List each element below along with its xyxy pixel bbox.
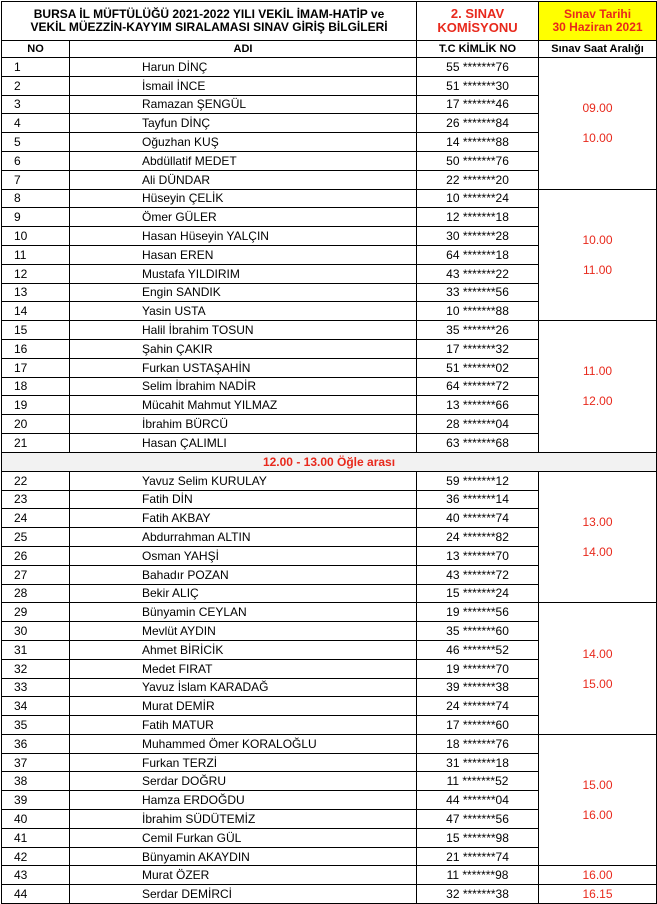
tc-kimlik-no: 26 *******84 [417, 114, 539, 133]
date-line-1: Sınav Tarihi [563, 7, 632, 21]
exam-time-slot [539, 58, 657, 190]
candidate-name: Bünyamin CEYLAN [70, 603, 417, 622]
row-number: 22 [2, 471, 70, 490]
table-row [2, 885, 657, 904]
candidate-name: Hüseyin ÇELİK [70, 189, 417, 208]
row-number: 17 [2, 358, 70, 377]
tc-kimlik-no: 22 *******20 [417, 170, 539, 189]
row-number: 4 [2, 114, 70, 133]
candidate-name: Furkan USTAŞAHİN [70, 358, 417, 377]
komisyon-label [417, 2, 539, 41]
tc-kimlik-no: 14 *******88 [417, 133, 539, 152]
tc-kimlik-no: 24 *******82 [417, 528, 539, 547]
candidate-name: Abdurrahman ALTIN [70, 528, 417, 547]
candidate-name: Fatih DİN [70, 490, 417, 509]
table-row [2, 866, 657, 885]
table-row [2, 189, 657, 208]
document-title [2, 2, 417, 41]
candidate-name: İbrahim BÜRCÜ [70, 415, 417, 434]
slot-end-time: 11.00 [582, 262, 613, 277]
title-line-1: BURSA İL MÜFTÜLÜĞÜ 2021-2022 YILI VEKİL İMAM-HATİP ve [33, 7, 385, 21]
column-header-no: NO [2, 41, 70, 58]
candidate-name: İsmail İNCE [70, 76, 417, 95]
exam-time-single: 16.15 [539, 885, 657, 904]
tc-kimlik-no: 35 *******60 [417, 622, 539, 641]
exam-time-slot [539, 603, 657, 735]
slot-end-time: 12.00 [582, 394, 613, 409]
tc-kimlik-no: 17 *******60 [417, 716, 539, 735]
row-number: 20 [2, 415, 70, 434]
slot-end-time: 15.00 [582, 676, 613, 691]
row-number: 10 [2, 227, 70, 246]
row-number: 26 [2, 546, 70, 565]
tc-kimlik-no: 21 *******74 [417, 847, 539, 866]
row-number: 19 [2, 396, 70, 415]
candidate-name: Ali DÜNDAR [70, 170, 417, 189]
tc-kimlik-no: 11 *******52 [417, 772, 539, 791]
tc-kimlik-no: 30 *******28 [417, 227, 539, 246]
row-number: 41 [2, 828, 70, 847]
tc-kimlik-no: 39 *******38 [417, 678, 539, 697]
row-number: 16 [2, 339, 70, 358]
candidate-name: Harun DİNÇ [70, 58, 417, 77]
row-number: 11 [2, 245, 70, 264]
tc-kimlik-no: 11 *******98 [417, 866, 539, 885]
row-number: 27 [2, 565, 70, 584]
row-number: 37 [2, 753, 70, 772]
candidate-name: Oğuzhan KUŞ [70, 133, 417, 152]
tc-kimlik-no: 19 *******70 [417, 659, 539, 678]
row-number: 34 [2, 697, 70, 716]
tc-kimlik-no: 17 *******46 [417, 95, 539, 114]
row-number: 2 [2, 76, 70, 95]
candidate-name: Selim İbrahim NADİR [70, 377, 417, 396]
candidate-name: Osman YAHŞİ [70, 546, 417, 565]
candidate-name: Murat DEMİR [70, 697, 417, 716]
row-number: 13 [2, 283, 70, 302]
candidate-name: Medet FIRAT [70, 659, 417, 678]
exam-schedule-table [1, 1, 657, 904]
row-number: 24 [2, 509, 70, 528]
komisyon-line-1: 2. SINAV [450, 6, 505, 21]
column-header-name: ADI [70, 41, 417, 58]
tc-kimlik-no: 35 *******26 [417, 321, 539, 340]
candidate-name: Murat ÖZER [70, 866, 417, 885]
candidate-name: Ömer GÜLER [70, 208, 417, 227]
row-number: 39 [2, 791, 70, 810]
candidate-name: Halil İbrahim TOSUN [70, 321, 417, 340]
slot-end-time: 16.00 [582, 808, 613, 823]
candidate-name: Mücahit Mahmut YILMAZ [70, 396, 417, 415]
candidate-name: Şahin ÇAKIR [70, 339, 417, 358]
row-number: 3 [2, 95, 70, 114]
candidate-name: Tayfun DİNÇ [70, 114, 417, 133]
tc-kimlik-no: 13 *******66 [417, 396, 539, 415]
column-header-time: Sınav Saat Aralığı [539, 41, 657, 58]
candidate-name: Ramazan ŞENGÜL [70, 95, 417, 114]
row-number: 29 [2, 603, 70, 622]
row-number: 35 [2, 716, 70, 735]
tc-kimlik-no: 47 *******56 [417, 810, 539, 829]
row-number: 32 [2, 659, 70, 678]
row-number: 30 [2, 622, 70, 641]
exam-time-single: 16.00 [539, 866, 657, 885]
tc-kimlik-no: 40 *******74 [417, 509, 539, 528]
tc-kimlik-no: 15 *******98 [417, 828, 539, 847]
tc-kimlik-no: 10 *******24 [417, 189, 539, 208]
table-row [2, 603, 657, 622]
candidate-name: Hasan ÇALIMLI [70, 433, 417, 452]
candidate-name: Yavuz İslam KARADAĞ [70, 678, 417, 697]
row-number: 31 [2, 640, 70, 659]
tc-kimlik-no: 51 *******30 [417, 76, 539, 95]
candidate-name: Bahadır POZAN [70, 565, 417, 584]
row-number: 8 [2, 189, 70, 208]
tc-kimlik-no: 36 *******14 [417, 490, 539, 509]
lunch-break-row [2, 452, 657, 471]
slot-end-time: 14.00 [582, 545, 613, 560]
row-number: 21 [2, 433, 70, 452]
tc-kimlik-no: 64 *******72 [417, 377, 539, 396]
candidate-name: Ahmet BİRİCİK [70, 640, 417, 659]
slot-start-time: 15.00 [582, 778, 613, 793]
slot-start-time: 14.00 [582, 646, 613, 661]
tc-kimlik-no: 63 *******68 [417, 433, 539, 452]
row-number: 7 [2, 170, 70, 189]
tc-kimlik-no: 51 *******02 [417, 358, 539, 377]
tc-kimlik-no: 44 *******04 [417, 791, 539, 810]
tc-kimlik-no: 32 *******38 [417, 885, 539, 904]
row-number: 43 [2, 866, 70, 885]
tc-kimlik-no: 46 *******52 [417, 640, 539, 659]
candidate-name: Bekir ALIÇ [70, 584, 417, 603]
candidate-name: Abdüllatif MEDET [70, 151, 417, 170]
row-number: 15 [2, 321, 70, 340]
tc-kimlik-no: 24 *******74 [417, 697, 539, 716]
candidate-name: Serdar DEMİRCİ [70, 885, 417, 904]
candidate-name: Muhammed Ömer KORALOĞLU [70, 734, 417, 753]
candidate-name: Mevlüt AYDIN [70, 622, 417, 641]
candidate-name: Mustafa YILDIRIM [70, 264, 417, 283]
exam-date [539, 2, 657, 41]
row-number: 1 [2, 58, 70, 77]
tc-kimlik-no: 19 *******56 [417, 603, 539, 622]
candidate-name: Bünyamin AKAYDIN [70, 847, 417, 866]
table-row [2, 734, 657, 753]
candidate-name: Yavuz Selim KURULAY [70, 471, 417, 490]
title-line-2: VEKİL MÜEZZİN-KAYYIM SIRALAMASI SINAV GİRİŞ BİLGİLERİ [30, 20, 388, 34]
candidate-name: Hasan Hüseyin YALÇIN [70, 227, 417, 246]
candidate-name: Fatih MATUR [70, 716, 417, 735]
slot-start-time: 10.00 [582, 232, 613, 247]
slot-end-time: 10.00 [582, 131, 613, 146]
row-number: 28 [2, 584, 70, 603]
tc-kimlik-no: 12 *******18 [417, 208, 539, 227]
table-row [2, 58, 657, 77]
lunch-break-label: 12.00 - 13.00 Öğle arası [2, 452, 657, 471]
candidate-name: Yasin USTA [70, 302, 417, 321]
exam-time-slot [539, 471, 657, 603]
komisyon-line-2: KOMİSYONU [437, 20, 518, 35]
row-number: 14 [2, 302, 70, 321]
row-number: 36 [2, 734, 70, 753]
row-number: 6 [2, 151, 70, 170]
row-number: 25 [2, 528, 70, 547]
candidate-name: Hamza ERDOĞDU [70, 791, 417, 810]
column-header-tc: T.C KİMLİK NO [417, 41, 539, 58]
slot-start-time: 13.00 [582, 515, 613, 530]
tc-kimlik-no: 31 *******18 [417, 753, 539, 772]
tc-kimlik-no: 55 *******76 [417, 58, 539, 77]
candidate-name: Fatih AKBAY [70, 509, 417, 528]
candidate-name: Serdar DOĞRU [70, 772, 417, 791]
row-number: 42 [2, 847, 70, 866]
tc-kimlik-no: 15 *******24 [417, 584, 539, 603]
column-header-row [2, 41, 657, 58]
row-number: 9 [2, 208, 70, 227]
tc-kimlik-no: 50 *******76 [417, 151, 539, 170]
row-number: 5 [2, 133, 70, 152]
exam-time-slot [539, 189, 657, 321]
row-number: 40 [2, 810, 70, 829]
tc-kimlik-no: 64 *******18 [417, 245, 539, 264]
tc-kimlik-no: 18 *******76 [417, 734, 539, 753]
row-number: 18 [2, 377, 70, 396]
candidate-name: İbrahim SÜDÜTEMİZ [70, 810, 417, 829]
tc-kimlik-no: 13 *******70 [417, 546, 539, 565]
candidate-name: Engin SANDIK [70, 283, 417, 302]
candidate-name: Hasan EREN [70, 245, 417, 264]
exam-time-slot [539, 734, 657, 866]
date-line-2: 30 Haziran 2021 [552, 20, 643, 34]
row-number: 44 [2, 885, 70, 904]
tc-kimlik-no: 59 *******12 [417, 471, 539, 490]
tc-kimlik-no: 17 *******32 [417, 339, 539, 358]
row-number: 23 [2, 490, 70, 509]
table-row [2, 471, 657, 490]
tc-kimlik-no: 28 *******04 [417, 415, 539, 434]
candidate-name: Cemil Furkan GÜL [70, 828, 417, 847]
row-number: 12 [2, 264, 70, 283]
slot-start-time: 11.00 [582, 364, 613, 379]
candidate-name: Furkan TERZİ [70, 753, 417, 772]
row-number: 38 [2, 772, 70, 791]
slot-start-time: 09.00 [582, 101, 613, 116]
tc-kimlik-no: 43 *******22 [417, 264, 539, 283]
row-number: 33 [2, 678, 70, 697]
table-body [2, 58, 657, 904]
tc-kimlik-no: 33 *******56 [417, 283, 539, 302]
exam-time-slot [539, 321, 657, 453]
tc-kimlik-no: 10 *******88 [417, 302, 539, 321]
tc-kimlik-no: 43 *******72 [417, 565, 539, 584]
table-row [2, 321, 657, 340]
